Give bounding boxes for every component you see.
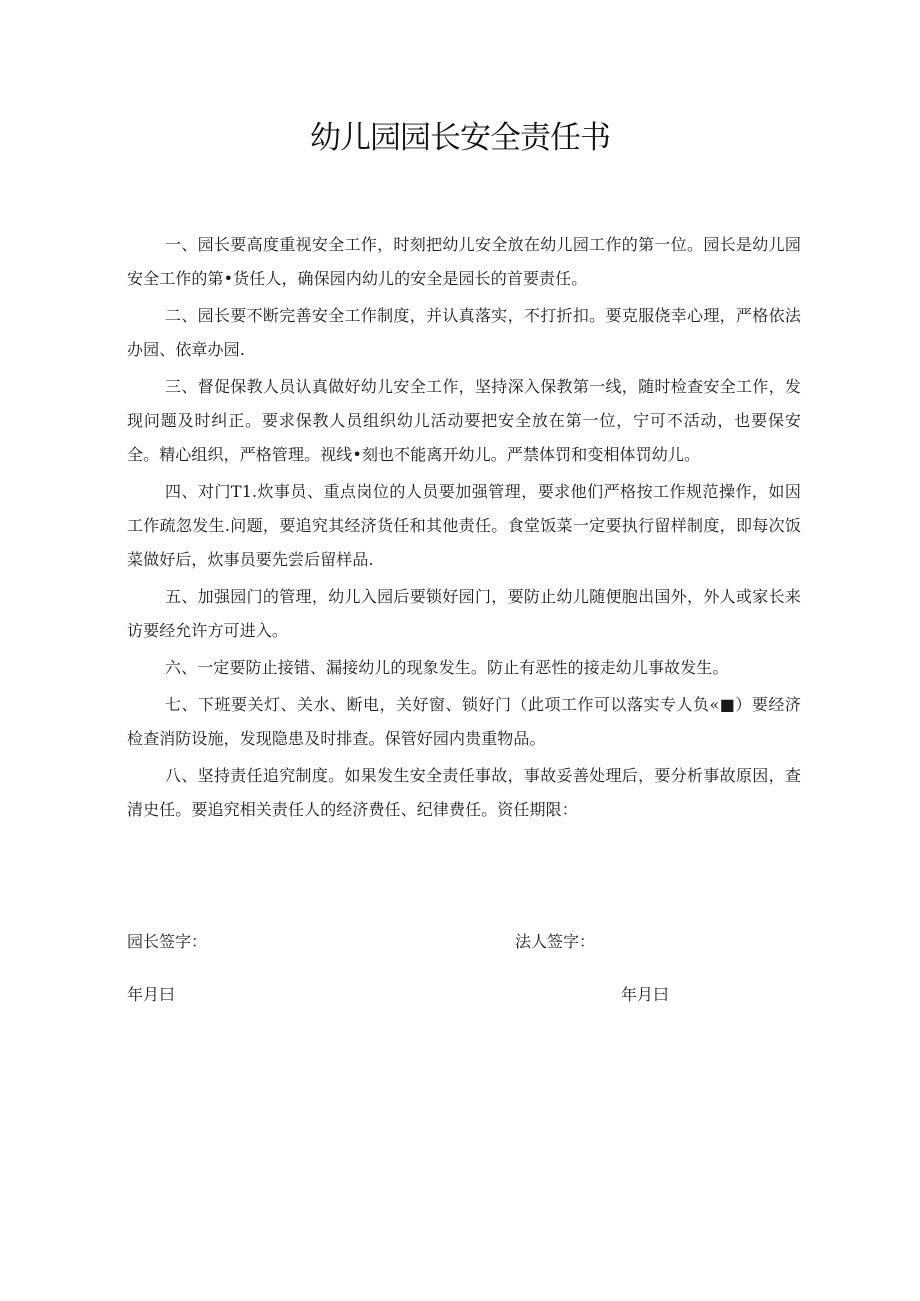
paragraph-1: 一、园长要高度重视安全工作，时刻把幼儿安全放在幼儿园工作的第一位。园长是幼儿园安全工作的第•货任人，确保园内幼儿的安全是园长的首要责任。 <box>127 235 801 288</box>
legal-date: 年月曰 <box>621 985 670 1004</box>
paragraph-8: 八、坚持责任追究制度。如果发生安全责任事故，事故妥善处理后，要分析事故原因，查清史任。要追究相关责任人的经济费任、纪律费任。资任期限： <box>127 766 801 819</box>
paragraph-4: 四、对门T1.炊事员、重点岗位的人员要加强管理，要求他们严格按工作规范操作，如因工作疏忽发生.问题，要追究其经济货任和其他责任。食堂饭菜一定要执行留样制度，即每次饭菜做好后，炊事员要先尝后留样品. <box>127 482 801 569</box>
document-body <box>127 228 801 827</box>
paragraph-5: 五、加强园门的管理，幼儿入园后要锁好园门，要防止幼儿随便胞出国外，外人或家长来访要经允许方可进入。 <box>127 587 801 640</box>
principal-signature-label: 园长签字： <box>127 932 208 951</box>
legal-signature-label: 法人签字： <box>515 932 596 951</box>
paragraph-6: 六、一定要防止接错、漏接幼儿的现象发生。防止有恶性的接走幼儿事故发生。 <box>165 658 729 677</box>
paragraph-2: 二、园长要不断完善安全工作制度，并认真落实，不打折扣。要克服侥幸心理，严格依法办园、依章办园. <box>127 306 801 359</box>
document-title: 幼儿园园长安全责任书 <box>310 120 610 156</box>
paragraph-7: 七、下班要关灯、关水、断电，关好窗、锁好门（此项工作可以落实专人负«■）要经济检查消防设施，发现隐患及时排查。保管好园内贵重物品。 <box>127 695 801 748</box>
principal-date: 年月曰 <box>127 985 176 1004</box>
paragraph-3: 三、督促保教人员认真做好幼儿安全工作，坚持深入保教第一线，随时检查安全工作，发现问题及时纠正。要求保教人员组织幼儿活动要把安全放在第一位，宁可不活动，也要保安全。精心组织，严格管理。视线•刻也不能离开幼儿。严禁体罚和变相体罚幼儿。 <box>127 377 801 464</box>
